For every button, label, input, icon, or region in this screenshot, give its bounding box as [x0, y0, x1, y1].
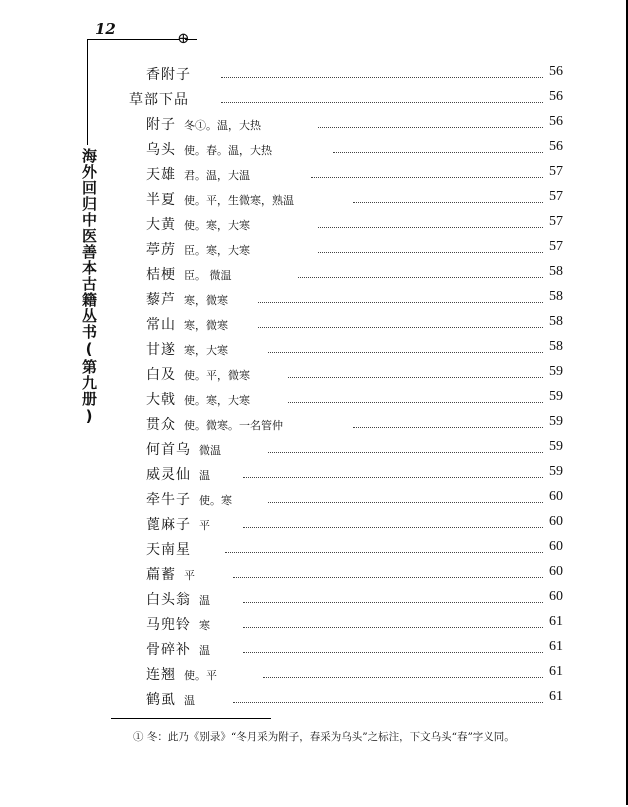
toc-entry-page: 57	[549, 214, 563, 229]
toc-entry-nature: 使。微寒。一名管仲	[184, 419, 283, 432]
toc-entry-title: 常山	[146, 317, 176, 333]
dot-leader	[333, 142, 543, 153]
toc-entry-nature: 寒，微寒	[184, 319, 228, 332]
footnote-rule	[111, 718, 271, 719]
toc-entry	[0, 187, 628, 212]
footnote: ① 冬：此乃《别录》“冬月采为附子，春采为乌头”之标注，下文乌头“春”字义同。	[133, 731, 515, 743]
toc-entry-page: 57	[549, 239, 563, 254]
toc-entry-name	[146, 239, 250, 259]
toc-entry	[0, 637, 628, 662]
toc-entry-nature: 使。平，微寒	[184, 369, 250, 382]
toc-entry	[0, 262, 628, 287]
toc-entry-nature: 君。温，大温	[184, 169, 250, 182]
toc-entry	[0, 562, 628, 587]
toc-entry-name	[146, 539, 191, 559]
toc-entry-nature: 寒，微寒	[184, 294, 228, 307]
toc-entry-nature: 使。寒	[199, 494, 232, 507]
toc-entry	[0, 437, 628, 462]
toc-entry-name	[146, 639, 210, 659]
toc-entry	[0, 587, 628, 612]
toc-entry-title: 白头翁	[146, 592, 191, 608]
toc-entry-name	[146, 464, 210, 484]
dot-leader	[243, 617, 543, 628]
toc-entry-title: 牵牛子	[146, 492, 191, 508]
toc-entry-name	[129, 89, 189, 109]
dot-leader	[318, 117, 543, 128]
toc-entry-nature: 使。平，生微寒，熟温	[184, 194, 294, 207]
toc-entry-page: 61	[549, 689, 563, 704]
dot-leader	[233, 692, 543, 703]
toc-entry-name	[146, 439, 221, 459]
toc-entry-name	[146, 364, 250, 384]
toc-entry-name	[146, 114, 261, 134]
toc-entry-nature: 平	[199, 519, 210, 532]
dot-leader	[243, 517, 543, 528]
toc-entry-title: 香附子	[146, 67, 191, 83]
toc-entry-page: 60	[549, 589, 563, 604]
toc-entry-title: 草部下品	[129, 92, 189, 108]
toc-entry-nature: 使。寒，大寒	[184, 394, 250, 407]
toc-entry	[0, 287, 628, 312]
dot-leader	[311, 167, 543, 178]
toc-entry-nature: 寒	[199, 619, 210, 632]
toc-entry-title: 骨碎补	[146, 642, 191, 658]
toc-entry-name	[146, 414, 283, 434]
dot-leader	[221, 92, 543, 103]
toc-entry-title: 天雄	[146, 167, 176, 183]
toc-entry	[0, 387, 628, 412]
toc-entry-page: 60	[549, 539, 563, 554]
dot-leader	[298, 267, 543, 278]
toc-entry-name	[146, 314, 228, 334]
toc-entry-page: 60	[549, 564, 563, 579]
toc-entry-name	[146, 339, 228, 359]
toc-entry-title: 藜芦	[146, 292, 176, 308]
toc-entry-page: 58	[549, 264, 563, 279]
header-rule-end	[185, 39, 197, 40]
toc-entry-title: 天南星	[146, 542, 191, 558]
toc-entry-title: 何首乌	[146, 442, 191, 458]
toc-entry-nature: 臣。 微温	[184, 269, 232, 282]
toc-entry-name	[146, 139, 272, 159]
toc-entry-nature: 使。寒，大寒	[184, 219, 250, 232]
toc-entry-nature: 温	[199, 469, 210, 482]
toc-entry-nature: 平	[184, 569, 195, 582]
header-ornament-icon: ⊕	[177, 29, 190, 47]
toc-entry	[0, 237, 628, 262]
toc-entry	[0, 137, 628, 162]
toc-entry	[0, 62, 628, 87]
toc-entry	[0, 612, 628, 637]
toc-entry-nature: 使。春。温，大热	[184, 144, 272, 157]
toc-entry-page: 56	[549, 89, 563, 104]
toc-entry	[0, 162, 628, 187]
toc-entry-page: 58	[549, 339, 563, 354]
dot-leader	[243, 642, 543, 653]
toc-entry	[0, 412, 628, 437]
toc-entry	[0, 537, 628, 562]
dot-leader	[268, 342, 543, 353]
toc-entry-name	[146, 689, 195, 709]
toc-entry	[0, 112, 628, 137]
toc-entry-title: 葶苈	[146, 242, 176, 258]
toc-entry-page: 57	[549, 164, 563, 179]
toc-entry-name	[146, 214, 250, 234]
toc-entry-page: 59	[549, 439, 563, 454]
toc-entry-title: 威灵仙	[146, 467, 191, 483]
toc-entry-title: 大戟	[146, 392, 176, 408]
toc-entry-title: 蓖麻子	[146, 517, 191, 533]
dot-leader	[225, 542, 543, 553]
toc-entry-name	[146, 664, 217, 684]
toc-entry-name	[146, 389, 250, 409]
toc-entry-name	[146, 64, 191, 84]
toc-entry-page: 59	[549, 364, 563, 379]
toc-entry-nature: 寒，大寒	[184, 344, 228, 357]
toc-entry-nature: 温	[199, 644, 210, 657]
toc-entry-page: 58	[549, 314, 563, 329]
toc-entry	[0, 337, 628, 362]
toc-entry-name	[146, 189, 294, 209]
toc-entry	[0, 687, 628, 712]
toc-entry	[0, 662, 628, 687]
toc-entry-nature: 微温	[199, 444, 221, 457]
dot-leader	[233, 567, 543, 578]
toc-entry-title: 乌头	[146, 142, 176, 158]
dot-leader	[263, 667, 543, 678]
toc-entry-title: 马兜铃	[146, 617, 191, 633]
toc-entry-name	[146, 289, 228, 309]
toc-entry-title: 鹤虱	[146, 692, 176, 708]
dot-leader	[288, 367, 543, 378]
toc-entry-title: 半夏	[146, 192, 176, 208]
toc-entry-title: 萹蓄	[146, 567, 176, 583]
dot-leader	[318, 242, 543, 253]
toc-entry	[0, 487, 628, 512]
toc-entry-nature: 温	[184, 694, 195, 707]
toc-entry-page: 56	[549, 114, 563, 129]
toc-entry-page: 61	[549, 664, 563, 679]
toc-entry-title: 附子	[146, 117, 176, 133]
toc-entry-title: 白及	[146, 367, 176, 383]
toc-entry-title: 甘遂	[146, 342, 176, 358]
toc-entry-title: 连翘	[146, 667, 176, 683]
toc-entry-page: 60	[549, 489, 563, 504]
toc-entry	[0, 87, 628, 112]
page-number: 12	[95, 20, 116, 38]
toc-entry-page: 56	[549, 139, 563, 154]
table-of-contents	[0, 62, 628, 712]
toc-entry	[0, 512, 628, 537]
toc-entry-name	[146, 489, 232, 509]
toc-entry	[0, 462, 628, 487]
toc-entry-nature: 温	[199, 594, 210, 607]
toc-entry-nature: 冬①。温，大热	[184, 119, 261, 132]
toc-entry-title: 桔梗	[146, 267, 176, 283]
toc-entry-name	[146, 514, 210, 534]
dot-leader	[243, 467, 543, 478]
toc-entry	[0, 312, 628, 337]
toc-entry-name	[146, 614, 210, 634]
toc-entry-page: 60	[549, 514, 563, 529]
dot-leader	[221, 67, 543, 78]
toc-entry-page: 61	[549, 614, 563, 629]
toc-entry-name	[146, 264, 232, 284]
toc-entry-nature: 臣。寒，大寒	[184, 244, 250, 257]
dot-leader	[268, 442, 543, 453]
dot-leader	[353, 192, 543, 203]
dot-leader	[258, 292, 543, 303]
toc-entry-page: 59	[549, 389, 563, 404]
toc-entry-page: 57	[549, 189, 563, 204]
dot-leader	[288, 392, 543, 403]
dot-leader	[318, 217, 543, 228]
toc-entry-page: 58	[549, 289, 563, 304]
toc-entry-page: 61	[549, 639, 563, 654]
toc-entry-title: 大黄	[146, 217, 176, 233]
dot-leader	[353, 417, 543, 428]
toc-entry-name	[146, 564, 195, 584]
dot-leader	[268, 492, 543, 503]
dot-leader	[258, 317, 543, 328]
toc-entry-page: 59	[549, 414, 563, 429]
toc-entry-name	[146, 164, 250, 184]
toc-entry-nature: 使。平	[184, 669, 217, 682]
toc-entry	[0, 212, 628, 237]
toc-entry-page: 59	[549, 464, 563, 479]
series-title: 海外回归中医善本古籍丛书(第九册)	[80, 148, 98, 426]
dot-leader	[243, 592, 543, 603]
toc-entry-name	[146, 589, 210, 609]
header-rule	[87, 39, 179, 40]
toc-entry	[0, 362, 628, 387]
toc-entry-page: 56	[549, 64, 563, 79]
toc-entry-title: 贯众	[146, 417, 176, 433]
